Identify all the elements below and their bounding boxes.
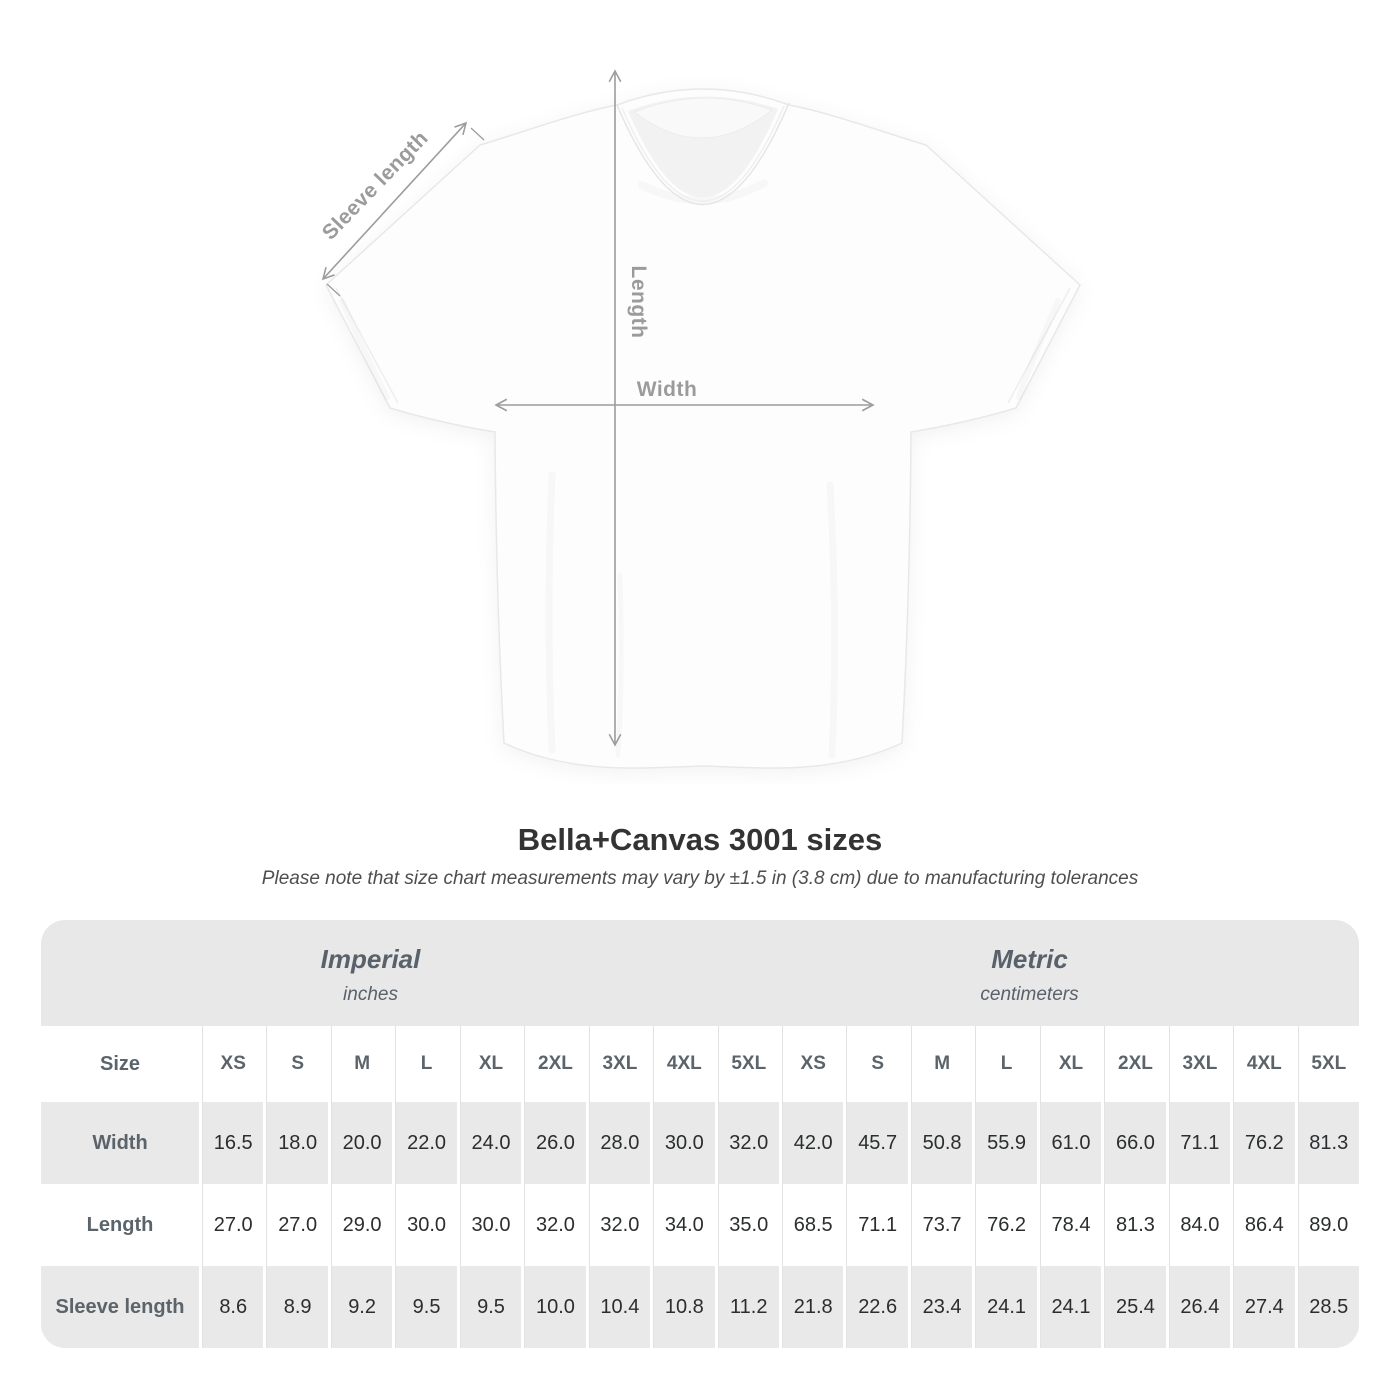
value-cell: 84.0 [1169,1184,1230,1266]
value-cell: 89.0 [1298,1184,1359,1266]
value-cell: 81.3 [1298,1102,1359,1184]
value-cell: 11.2 [718,1266,779,1348]
length-label: Length [627,265,650,339]
value-cell: 28.5 [1298,1266,1359,1348]
size-col-header: 5XL [1298,1026,1359,1102]
value-cell: 50.8 [911,1102,972,1184]
size-col-header: L [395,1026,456,1102]
value-cell: 42.0 [782,1102,843,1184]
value-cell: 68.5 [782,1184,843,1266]
value-cell: 24.1 [975,1266,1036,1348]
value-cell: 71.1 [846,1184,907,1266]
sleeve-arrow-end-tick [471,128,484,140]
value-cell: 61.0 [1040,1102,1101,1184]
size-col-header: 4XL [653,1026,714,1102]
value-cell: 73.7 [911,1184,972,1266]
value-cell: 27.0 [266,1184,327,1266]
size-col-header: XL [1040,1026,1101,1102]
size-col-header: L [975,1026,1036,1102]
value-cell: 34.0 [653,1184,714,1266]
size-col-header: XS [782,1026,843,1102]
value-cell: 71.1 [1169,1102,1230,1184]
value-cell: 22.0 [395,1102,456,1184]
value-cell: 27.4 [1233,1266,1294,1348]
row-label: Length [41,1184,199,1266]
value-cell: 55.9 [975,1102,1036,1184]
value-cell: 28.0 [589,1102,650,1184]
size-col-header: 4XL [1233,1026,1294,1102]
value-cell: 30.0 [460,1184,521,1266]
value-cell: 9.2 [331,1266,392,1348]
value-cell: 10.0 [524,1266,585,1348]
width-label: Width [636,378,698,401]
value-cell: 9.5 [460,1266,521,1348]
size-col-header: M [911,1026,972,1102]
value-cell: 26.0 [524,1102,585,1184]
size-chart-grid [41,1026,1359,1348]
size-col-header: 2XL [1104,1026,1165,1102]
row-label: Sleeve length [41,1266,199,1348]
size-col-header: 3XL [1169,1026,1230,1102]
value-cell: 81.3 [1104,1184,1165,1266]
value-cell: 29.0 [331,1184,392,1266]
value-cell: 8.9 [266,1266,327,1348]
value-cell: 26.4 [1169,1266,1230,1348]
size-corner-header: Size [41,1026,199,1102]
value-cell: 24.0 [460,1102,521,1184]
value-cell: 32.0 [589,1184,650,1266]
value-cell: 45.7 [846,1102,907,1184]
value-cell: 16.5 [202,1102,263,1184]
size-col-header: XL [460,1026,521,1102]
value-cell: 10.4 [589,1266,650,1348]
size-col-header: XS [202,1026,263,1102]
tshirt-graphic [326,89,1080,768]
size-col-header: S [846,1026,907,1102]
value-cell: 18.0 [266,1102,327,1184]
value-cell: 27.0 [202,1184,263,1266]
value-cell: 21.8 [782,1266,843,1348]
value-cell: 32.0 [524,1184,585,1266]
size-col-header: S [266,1026,327,1102]
value-cell: 35.0 [718,1184,779,1266]
value-cell: 25.4 [1104,1266,1165,1348]
size-col-header: M [331,1026,392,1102]
value-cell: 32.0 [718,1102,779,1184]
page-title: Bella+Canvas 3001 sizes [517,822,883,857]
value-cell: 86.4 [1233,1184,1294,1266]
value-cell: 78.4 [1040,1184,1101,1266]
metric-unit-label: centimeters [980,984,1079,1005]
size-col-header: 3XL [589,1026,650,1102]
imperial-label: Imperial [320,944,421,974]
value-cell: 76.2 [975,1184,1036,1266]
value-cell: 24.1 [1040,1266,1101,1348]
value-cell: 30.0 [653,1102,714,1184]
sleeve-length-label: Sleeve length [317,126,433,245]
imperial-unit-label: inches [343,984,398,1005]
value-cell: 9.5 [395,1266,456,1348]
page-subtitle: Please note that size chart measurements may vary by ±1.5 in (3.8 cm) due to manufacturing tolerances [261,868,1139,889]
shirt-diagram-svg [290,55,1110,785]
metric-label: Metric [991,944,1068,974]
value-cell: 76.2 [1233,1102,1294,1184]
imperial-header [41,920,700,1026]
value-cell: 30.0 [395,1184,456,1266]
value-cell: 10.8 [653,1266,714,1348]
size-col-header: 2XL [524,1026,585,1102]
value-cell: 8.6 [202,1266,263,1348]
value-cell: 20.0 [331,1102,392,1184]
metric-header [700,920,1359,1026]
unit-header-band [41,920,1359,1026]
value-cell: 66.0 [1104,1102,1165,1184]
row-label: Width [41,1102,199,1184]
value-cell: 22.6 [846,1266,907,1348]
value-cell: 23.4 [911,1266,972,1348]
size-col-header: 5XL [718,1026,779,1102]
size-chart-table [41,920,1359,1348]
